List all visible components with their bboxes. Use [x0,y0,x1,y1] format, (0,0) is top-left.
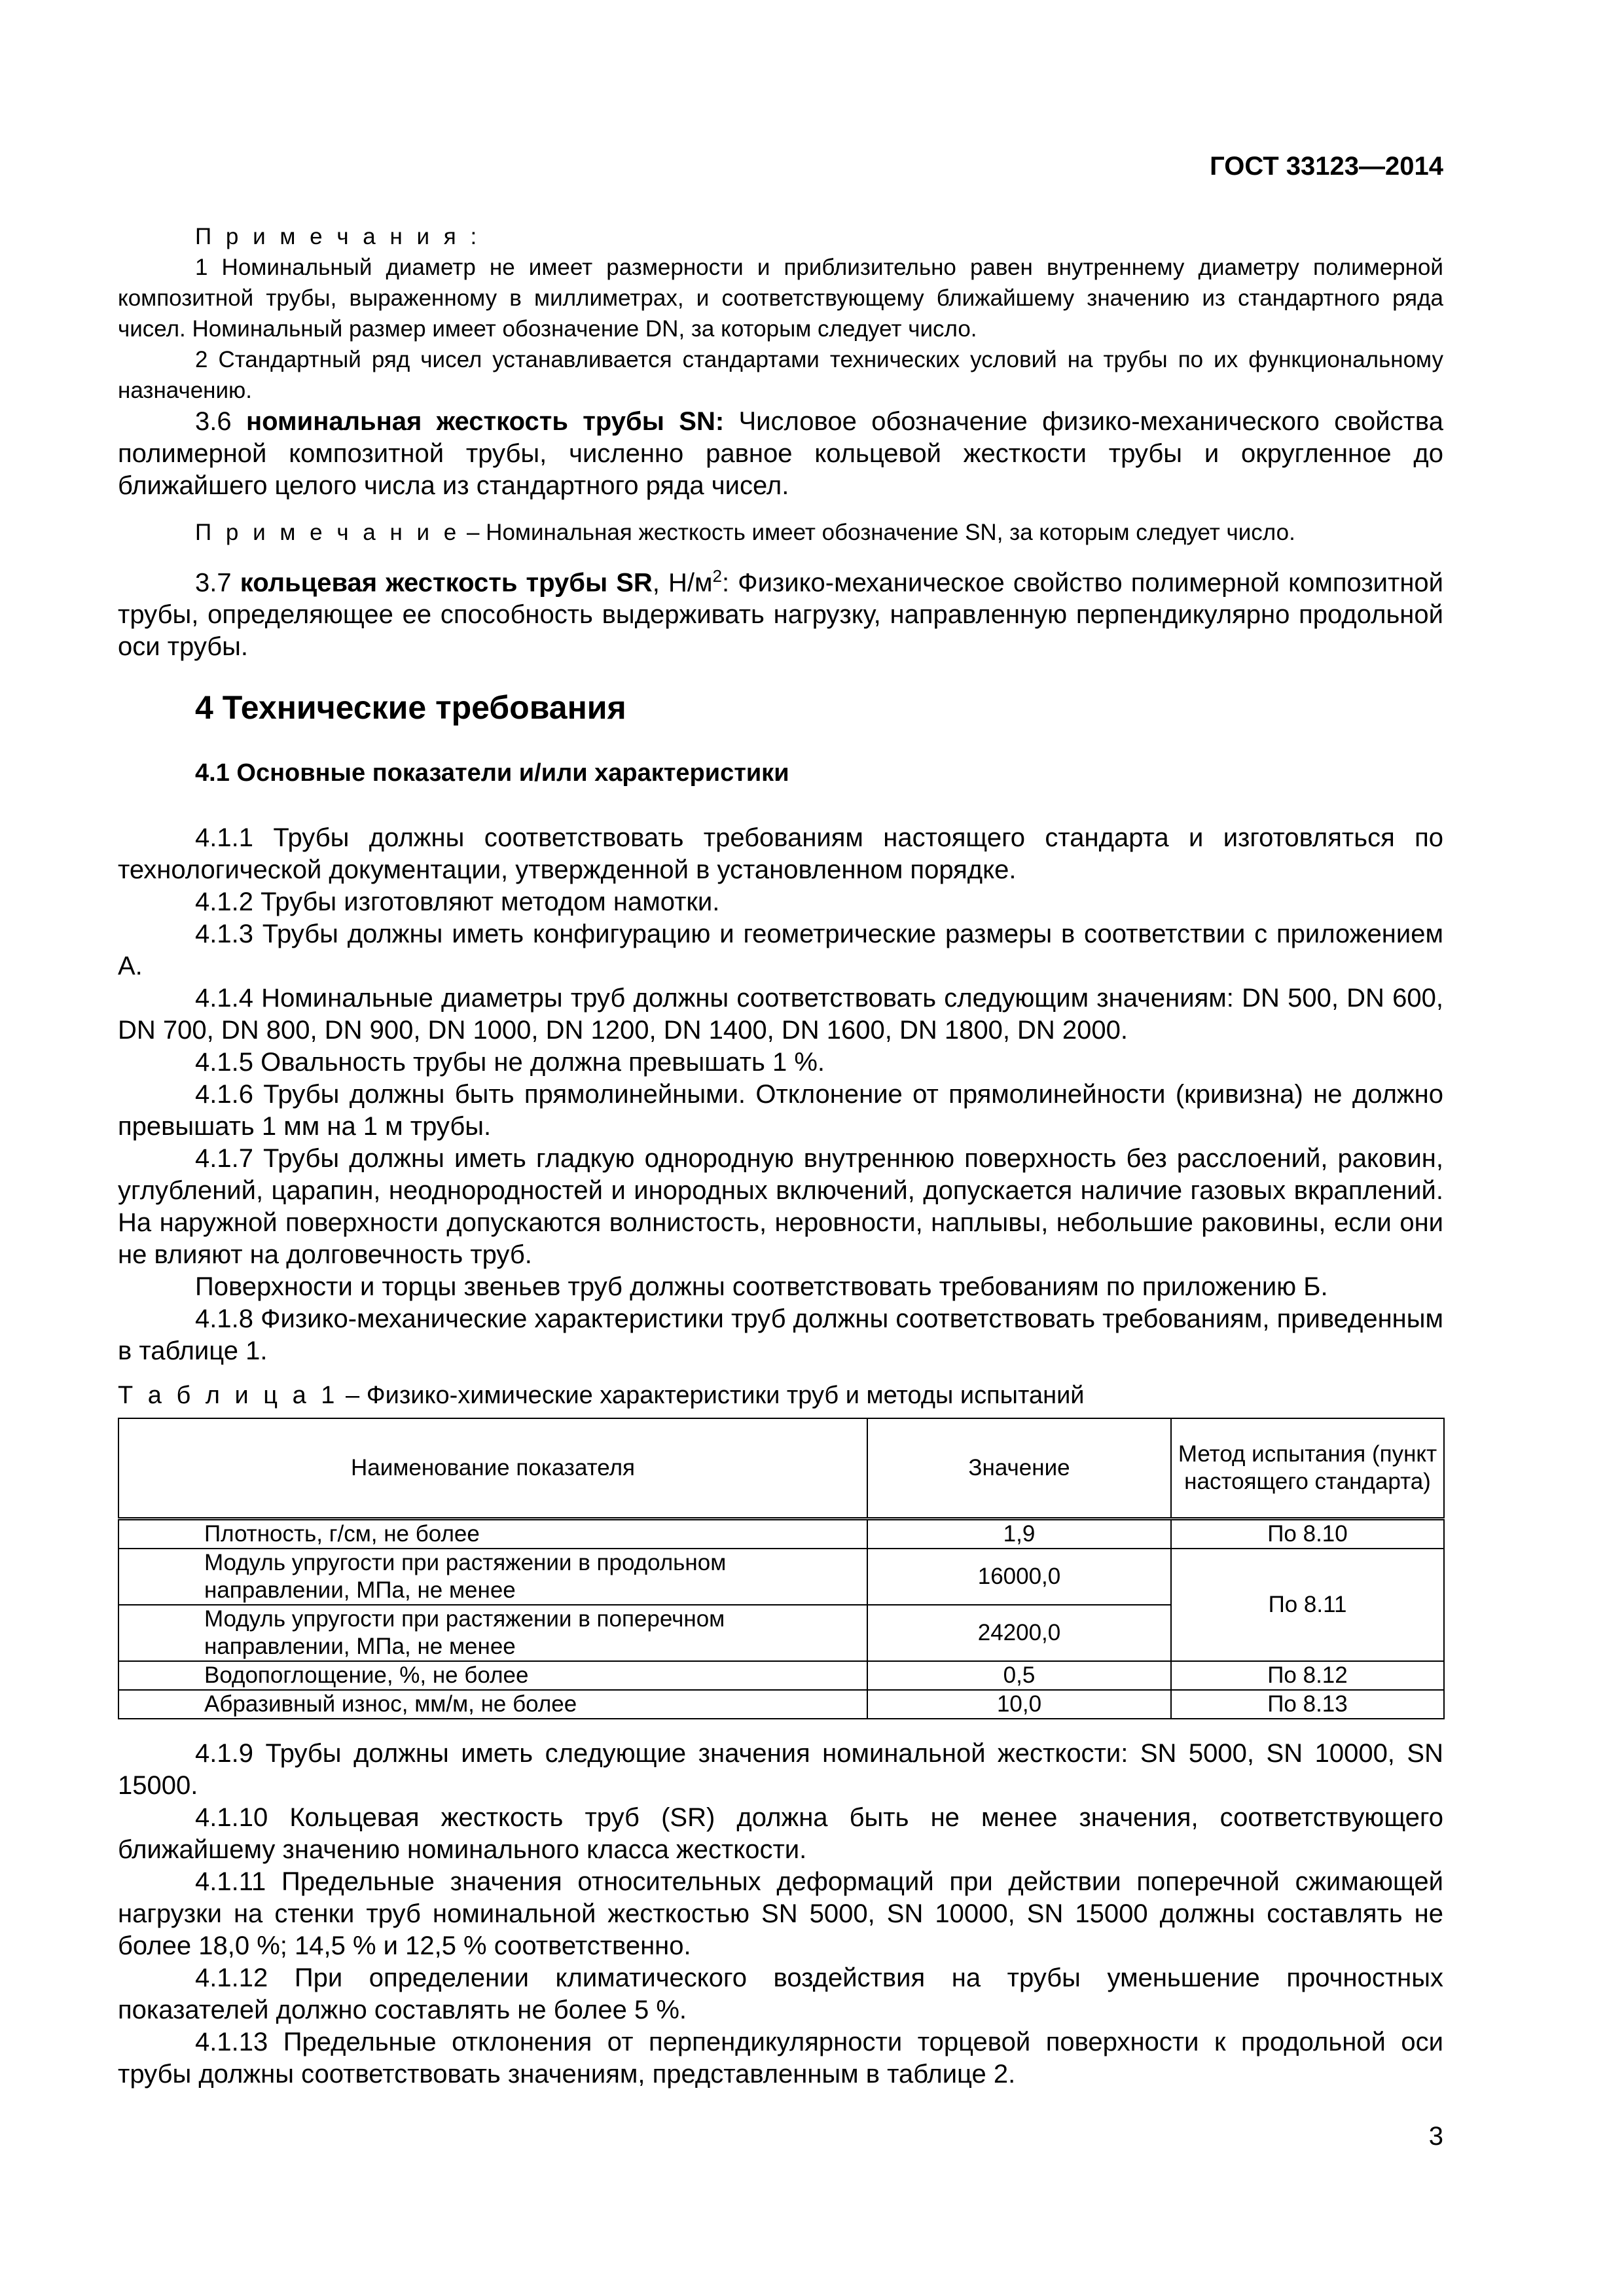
section-4-1-heading: 4.1 Основные показатели и/или характеристики [195,759,789,787]
paragraph: 4.1.8 Физико-механические характеристики труб должны соответствовать требованиям, приведенным в таблице 1. [118,1304,1443,1365]
cell-value: 1,9 [867,1519,1171,1549]
section-4-heading: 4 Технические требования [195,689,626,726]
cell-name: Плотность, г/см, не более [118,1519,867,1549]
paragraph: 4.1.5 Овальность трубы не должна превышать 1 %. [195,1048,825,1077]
paragraph: 4.1.9 Трубы должны иметь следующие значения номинальной жесткости: SN 5000, SN 10000, SN 15000. [118,1739,1443,1800]
column-header-name: Наименование показателя [118,1418,867,1519]
cell-method: По 8.13 [1171,1690,1444,1719]
paragraph: 4.1.1 Трубы должны соответствовать требованиям настоящего стандарта и изготовляться по технологической документации, утвержденной в установленном порядке. [118,823,1443,884]
cell-value: 16000,0 [867,1549,1171,1605]
note-sn-title: П р и м е ч а н и е [195,520,461,545]
paragraph: 4.1.13 Предельные отклонения от перпендикулярности торцевой поверхности к продольной оси трубы должны соответствовать значениям, представленным в таблице 2. [118,2028,1443,2089]
note-2: 2 Стандартный ряд чисел устанавливается стандартами технических условий на трубы по их функциональному назначению. [118,347,1443,403]
paragraph: 4.1.10 Кольцевая жесткость труб (SR) должна быть не менее значения, соответствующего ближайшему значению номинального класса жесткости. [118,1803,1443,1864]
cell-value: 24200,0 [867,1605,1171,1661]
paragraph: 4.1.7 Трубы должны иметь гладкую однородную внутреннюю поверхность без расслоений, раковин, углублений, царапин, неоднородностей и инородных включений, допускается наличие газовых вкраплений. На наружной поверхности допускаются волнистость, неровности, наплывы, небольшие раковины, если они не влияют на долговечность труб. [118,1144,1443,1269]
clause-3-7-number: 3.7 [195,568,232,598]
note-1: 1 Номинальный диаметр не имеет размерности и приблизительно равен внутреннему диаметру полимерной композитной трубы, выраженному в миллиметрах, и соответствующему ближайшему значению из стандартного ряда чисел. Номинальный размер имеет обозначение DN, за которым следует число. [118,255,1443,342]
clause-3-7-unit: , Н/м [652,568,713,598]
column-header-value: Значение [867,1418,1171,1519]
clause-3-6 [118,406,1443,502]
clause-3-7-term: кольцевая жесткость трубы SR [240,568,653,598]
cell-value: 10,0 [867,1690,1171,1719]
cell-method: По 8.11 [1171,1549,1444,1661]
paragraph: 4.1.12 При определении климатического воздействия на трубы уменьшение прочностных показателей должно составлять не более 5 %. [118,1964,1443,2024]
clause-3-6-term: номинальная жесткость трубы SN: [245,407,725,436]
clause-3-6-number: 3.6 [195,407,232,436]
paragraphs-4-1-1-to-4-1-8 [118,822,1443,2090]
table-1 [118,1418,1445,1719]
cell-name: Модуль упругости при растяжении в поперечном направлении, МПа, не менее [118,1605,867,1661]
page-number: 3 [1428,2122,1443,2151]
table-row [118,1661,1444,1690]
notes-title: П р и м е ч а н и я : [195,224,481,249]
column-header-method: Метод испытания (пункт настоящего стандарта) [1171,1418,1444,1519]
cell-method: По 8.10 [1171,1519,1444,1549]
clause-3-7-definition: : Физико-механическое свойство полимерной композитной трубы, определяющее ее способность выдерживать нагрузку, направленную перпендикулярно продольной оси трубы. [118,568,1443,662]
note-sn-text: – Номинальная жесткость имеет обозначение SN, за которым следует число. [460,520,1295,545]
clause-3-6-definition: Числовое обозначение физико-механического свойства полимерной композитной трубы, численно равное кольцевой жесткости трубы и округленное до ближайшего целого числа из стандартного ряда чисел. [118,407,1443,500]
document-code-header: ГОСТ 33123—2014 [1210,152,1443,181]
paragraph: 4.1.3 Трубы должны иметь конфигурацию и геометрические размеры в соответствии с приложением А. [118,920,1443,980]
clause-3-7-text [118,560,1443,663]
table-row [118,1549,1444,1605]
cell-value: 0,5 [867,1661,1171,1690]
paragraph: Поверхности и торцы звеньев труб должны соответствовать требованиям по приложению Б. [195,1272,1328,1301]
paragraph: 4.1.2 Трубы изготовляют методом намотки. [195,888,720,916]
table-1-caption [118,1382,1443,1410]
cell-name: Модуль упругости при растяжении в продольном направлении, МПа, не менее [118,1549,867,1605]
clause-3-6-text [118,406,1443,502]
table-1-caption-text: – Физико-химические характеристики труб и методы испытаний [338,1382,1085,1409]
cell-name: Абразивный износ, мм/м, не более [118,1690,867,1719]
paragraph: 4.1.11 Предельные значения относительных деформаций при действии поперечной сжимающей нагрузки на стенки труб номинальной жесткостью SN 5000, SN 10000, SN 15000 должны составлять не более 18,0 %; 14,5 % и 12,5 % соответственно. [118,1867,1443,1960]
paragraph: 4.1.4 Номинальные диаметры труб должны соответствовать следующим значениям: DN 500, DN 600, DN 700, DN 800, DN 900, DN 1000, DN 1200, DN 1400, DN 1600, DN 1800, DN 2000. [118,984,1443,1045]
table-row [118,1519,1444,1549]
paragraph: 4.1.6 Трубы должны быть прямолинейными. Отклонение от прямолинейности (кривизна) не должно превышать 1 мм на 1 м трубы. [118,1080,1443,1141]
clause-3-7-unit-exponent: 2 [712,566,722,586]
clause-3-7 [118,560,1443,663]
notes-block [118,221,1443,406]
cell-method: По 8.12 [1171,1661,1444,1690]
note-sn [118,517,1443,548]
table-row [118,1690,1444,1719]
cell-name: Водопоглощение, %, не более [118,1661,867,1690]
table-header-row [118,1418,1444,1519]
table-1-caption-label: Т а б л и ц а 1 [118,1382,339,1409]
